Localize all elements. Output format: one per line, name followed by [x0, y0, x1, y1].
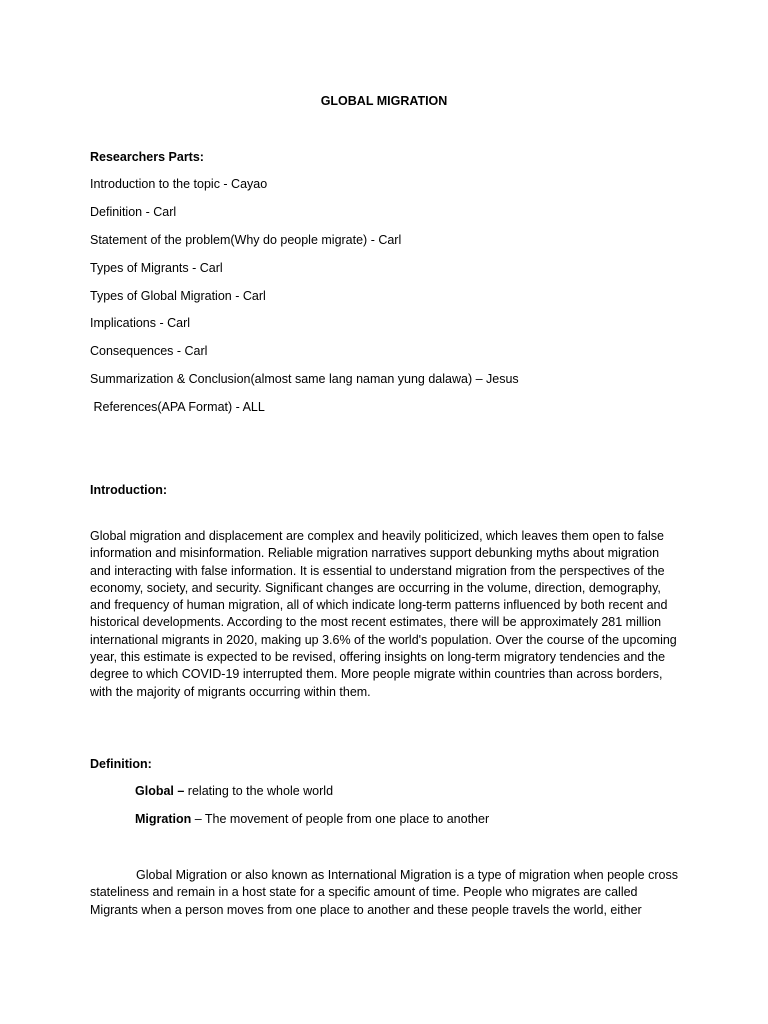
definition-term: Migration	[135, 812, 192, 826]
introduction-paragraph: Global migration and displacement are complex and heavily politicized, which leaves them open to false information and misinformation. Reliable migration narratives support debunking myths about migration and interacting with false information. It is essential to understand migration from the perspectives of the economy, society, and security. Significant changes are occurring in the volume, direction, demography, and frequency of human migration, all of which indicate long-term patterns influenced by both recent and historical developments. According to the most recent estimates, there will be approximately 281 million international migrants in 2020, making up 3.6% of the world's population. Over the course of the upcoming year, this estimate is expected to be revised, offering insights on long-term migratory tendencies and the degree to which COVID-19 interrupted them. More people migrate within countries than across borders, with the majority of migrants occurring within them.	[90, 529, 677, 699]
researcher-part-item: Types of Migrants - Carl	[90, 261, 223, 275]
definition-paragraph: Global Migration or also known as International Migration is a type of migration when people cross stateliness and remain in a host state for a specific amount of time. People who migrates are called Migrants when a person moves from one place to another and these people travels the world, either	[90, 868, 678, 917]
researchers-heading: Researchers Parts:	[90, 150, 204, 164]
document-title: GLOBAL MIGRATION	[320, 94, 448, 108]
researcher-part-item: Definition - Carl	[90, 205, 177, 219]
researcher-part-item: Summarization & Conclusion(almost same lang naman yung dalawa) – Jesus	[90, 372, 519, 386]
definition-item-migration	[135, 812, 489, 826]
researcher-part-item: Types of Global Migration - Carl	[90, 289, 266, 303]
definition-term: Global –	[135, 784, 188, 798]
researcher-part-item: Statement of the problem(Why do people migrate) - Carl	[90, 233, 402, 247]
definition-meaning: – The movement of people from one place to another	[191, 812, 490, 826]
researcher-part-item: References(APA Format) - ALL	[90, 400, 265, 414]
definition-item-global	[135, 784, 333, 798]
definition-meaning: relating to the whole world	[187, 784, 334, 798]
researcher-part-item: Implications - Carl	[90, 316, 191, 330]
definition-heading: Definition:	[90, 757, 152, 771]
researcher-part-item: Consequences - Carl	[90, 344, 208, 358]
introduction-heading: Introduction:	[90, 483, 168, 497]
researcher-part-item: Introduction to the topic - Cayao	[90, 177, 268, 191]
